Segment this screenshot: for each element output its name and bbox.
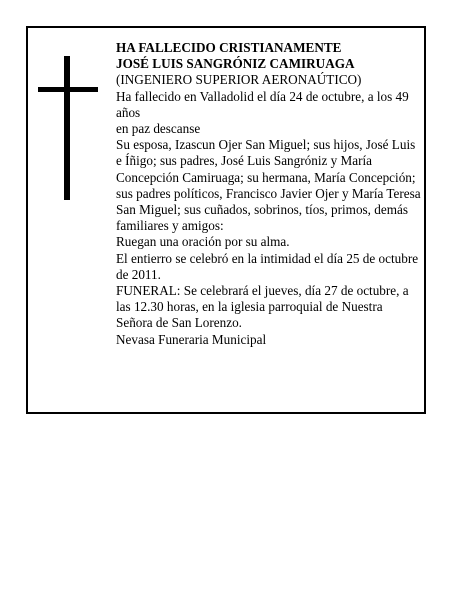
funeral-home: Nevasa Funeraria Municipal [116,331,267,347]
prayer-request: Ruegan una oración por su alma. [116,234,290,250]
deceased-name: JOSÉ LUIS SANGRÓNIZ CAMIRUAGA [116,56,355,72]
notice-text [116,40,422,348]
cross-horizontal-bar [38,87,98,92]
obituary-notice [26,26,426,414]
deceased-profession: (INGENIERO SUPERIOR AERONAÚTICO) [116,72,362,88]
notice-heading: HA FALLECIDO CRISTIANAMENTE [116,40,342,55]
burial-info: El entierro se celebró en la intimidad el día 25 de octubre de 2011. [116,250,419,282]
family-list: Su esposa, Izascun Ojer San Miguel; sus hijos, José Luis e Íñigo; sus padres, José Luis Sangróniz y María Concepción Camiruaga; su hermana, María Concepción; sus padres políticos, Francisco Javier Ojer y María Teresa San Miguel; sus cuñados, sobrinos, tíos, primos, demás familiares y amigos: [116,137,421,234]
death-statement: Ha fallecido en Valladolid el día 24 de octubre, a los 49 años [116,88,409,120]
rest-in-peace: en paz descanse [116,121,201,137]
funeral-info: FUNERAL: Se celebrará el jueves, día 27 de octubre, a las 12.30 horas, en la iglesia parroquial de Nuestra Señora de San Lorenzo. [116,283,409,331]
cross-vertical-bar [64,56,70,200]
cross-icon [38,56,98,200]
